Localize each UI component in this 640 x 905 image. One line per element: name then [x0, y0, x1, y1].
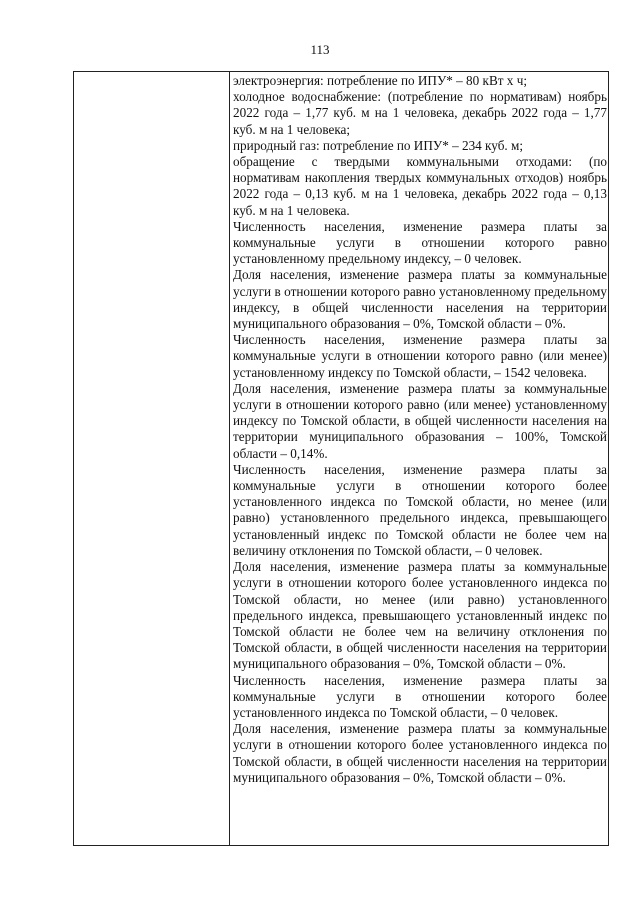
- table-left-cell: [74, 72, 230, 845]
- document-table: [73, 71, 609, 846]
- paragraph-electricity: электроэнергия: потребление по ИПУ* – 80 кВт х ч;: [233, 73, 527, 88]
- paragraph-population-above-regional: Численность населения, изменение размера платы за коммунальные услуги в отношении которого более установленного индекса по Томской области, – 0 человек.: [233, 672, 607, 720]
- paragraph-share-regional-index: Доля населения, изменение размера платы за коммунальные услуги в отношении которого равно (или менее) установленному индексу по Томской области, в общей численности населения на территории муниципального образования – 100%, Томской области – 0,14%.: [233, 380, 607, 461]
- page-number: 113: [310, 42, 330, 57]
- paragraph-population-limit-index: Численность населения, изменение размера платы за коммунальные услуги в отношении которого равно установленному предельному индексу, – 0 человек.: [233, 218, 607, 267]
- paragraph-cold-water: холодное водоснабжение: (потребление по нормативам) ноябрь 2022 года – 1,77 куб. м на 1 человека, декабрь 2022 года – 1,77 куб. м на 1 человека;: [233, 89, 607, 137]
- table-right-cell: [233, 73, 607, 786]
- paragraph-share-limit-index: Доля населения, изменение размера платы за коммунальные услуги в отношении которого равно установленному предельному индексу, в общей численности населения на территории муниципального образования – 0%, Томской области – 0%.: [233, 267, 607, 332]
- paragraph-population-above-regional-within-deviation: Численность населения, изменение размера платы за коммунальные услуги в отношении которого более установленного индекса по Томской области, но менее (или равно) установленного предельного индекса, превышающего установленный индекс по Томской области не более чем на величину отклонения по Томской области, – 0 человек.: [233, 461, 607, 558]
- paragraph-solid-waste: обращение с твердыми коммунальными отходами: (по нормативам накопления твердых коммунальных отходов) ноябрь 2022 года – 0,13 куб. м на 1 человека, декабрь 2022 года – 0,13 куб. м на 1 человека.: [233, 154, 607, 218]
- paragraph-population-regional-index: Численность населения, изменение размера платы за коммунальные услуги в отношении которого равно (или менее) установленному индексу по Томской области, – 1542 человека.: [233, 332, 607, 380]
- paragraph-natural-gas: природный газ: потребление по ИПУ* – 234 куб. м;: [233, 137, 524, 153]
- paragraph-share-above-regional-within-deviation: Доля населения, изменение размера платы за коммунальные услуги в отношении которого более установленного индекса по Томской области, но менее (или равно) установленного предельного индекса, превышающего установленный индекс по Томской области не более чем на величину отклонения по Томской области, в общей численности населения на территории муниципального образования – 0%, Томской области – 0%.: [233, 559, 607, 672]
- paragraph-share-above-regional: Доля населения, изменение размера платы за коммунальные услуги в отношении которого более установленного индекса по Томской области, в общей численности населения на территории муниципального образования – 0%, Томской области – 0%.: [233, 721, 607, 785]
